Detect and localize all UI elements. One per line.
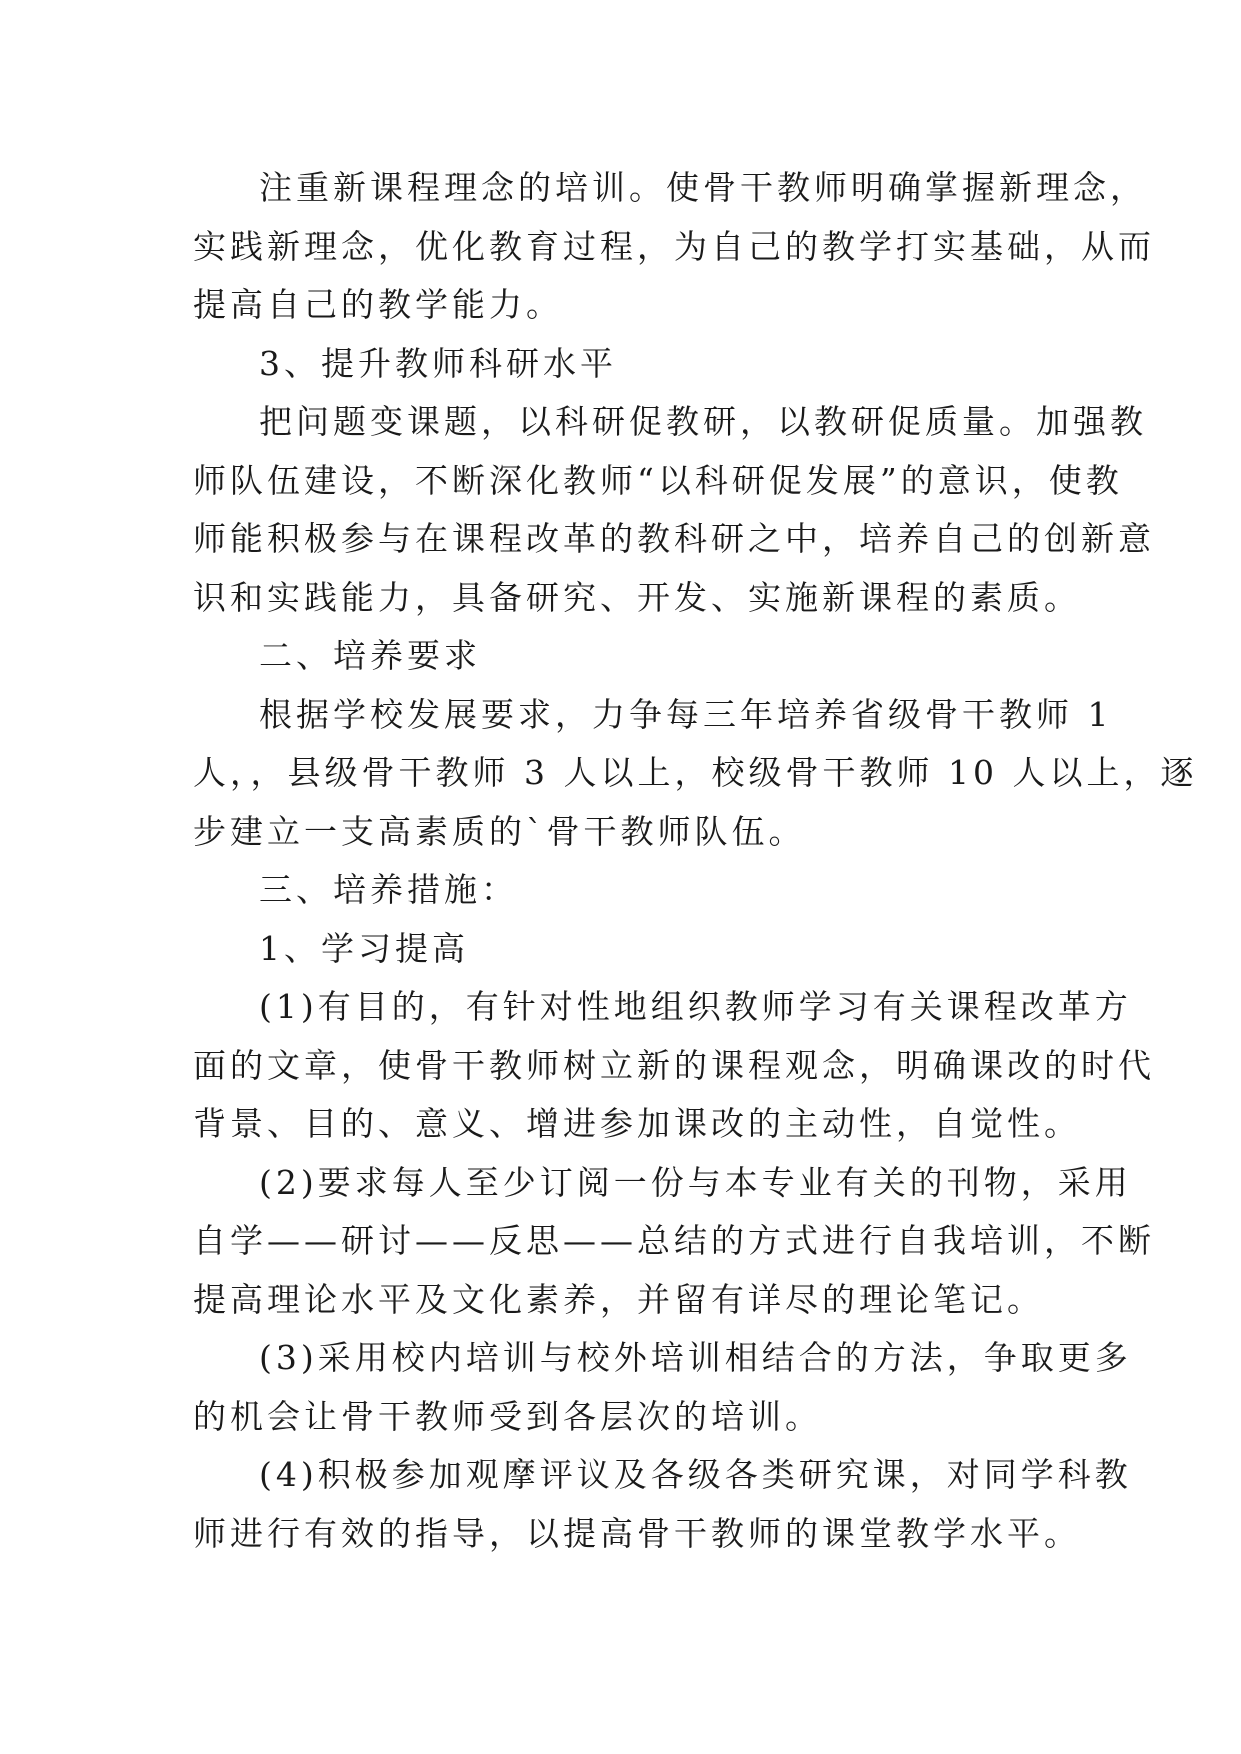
section-heading: 3、提升教师科研水平 xyxy=(259,343,617,383)
text-line: 步建立一支高素质的`骨干教师队伍。 xyxy=(193,811,806,851)
text-line: 注重新课程理念的培训。使骨干教师明确掌握新理念， xyxy=(259,168,1147,207)
section-heading: 二、培养要求 xyxy=(259,636,481,675)
text-line: 自学——研讨——反思——总结的方式进行自我培训，不断 xyxy=(193,1221,1155,1260)
section-heading: 三、培养措施： xyxy=(259,870,518,909)
text-line: 师队伍建设，不断深化教师“以科研促发展”的意识，使教 xyxy=(193,460,1123,500)
text-line: 面的文章，使骨干教师树立新的课程观念，明确课改的时代 xyxy=(193,1045,1155,1085)
subsection-heading: 1、学习提高 xyxy=(259,928,469,968)
text-line: 师能积极参与在课程改革的教科研之中，培养自己的创新意 xyxy=(193,519,1155,558)
text-line: 的机会让骨干教师受到各层次的培训。 xyxy=(193,1396,822,1436)
text-line: 提高自己的教学能力。 xyxy=(193,285,563,324)
text-line: 背景、目的、意义、增进参加课改的主动性，自觉性。 xyxy=(193,1104,1081,1143)
text-line: 师进行有效的指导，以提高骨干教师的课堂教学水平。 xyxy=(193,1513,1081,1553)
text-line: (2)要求每人至少订阅一份与本专业有关的刊物，采用 xyxy=(259,1162,1132,1202)
text-line: 实践新理念，优化教育过程，为自己的教学打实基础，从而 xyxy=(193,226,1155,266)
text-line: (3)采用校内培训与校外培训相结合的方法，争取更多 xyxy=(259,1338,1132,1377)
text-line: (4)积极参加观摩评议及各级各类研究课，对同学科教 xyxy=(259,1455,1132,1494)
text-line: 根据学校发展要求，力争每三年培养省级骨干教师 1 xyxy=(259,694,1113,734)
text-line: 识和实践能力，具备研究、开发、实施新课程的素质。 xyxy=(193,577,1081,617)
text-line: 提高理论水平及文化素养，并留有详尽的理论笔记。 xyxy=(193,1279,1044,1319)
document-body xyxy=(193,159,1198,1563)
text-line: (1)有目的，有针对性地组织教师学习有关课程改革方 xyxy=(259,987,1132,1026)
text-line: 人，，县级骨干教师 3 人以上，校级骨干教师 10 人以上，逐 xyxy=(193,753,1198,792)
text-line: 把问题变课题，以科研促教研，以教研促质量。加强教 xyxy=(259,402,1147,441)
